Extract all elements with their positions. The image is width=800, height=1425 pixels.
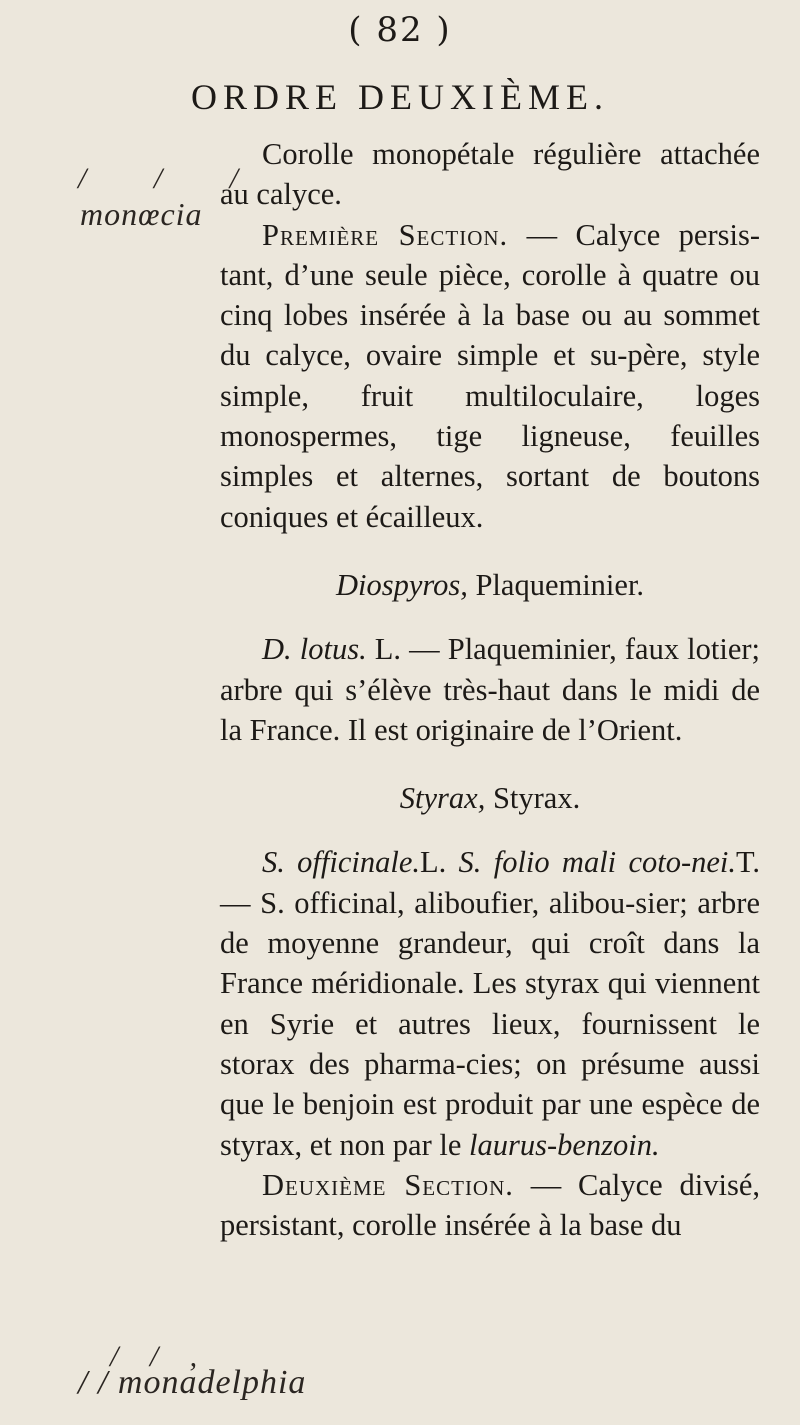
section1-text: — Calyce persis-tant, d’une seule pièce, corolle à quatre ou cinq lobes insérée à la base ou au sommet du calyce, ovaire simple et su-père, style simple, fruit multiloculaire, loges monospermes, tige ligneuse, feuilles simples et alternes, sortant de boutons coniques et écailleux. [220, 217, 760, 534]
species2-latin: S. officinale. [262, 845, 420, 880]
section2-paragraph [220, 1165, 760, 1246]
order-title: ORDRE DEUXIÈME. [191, 77, 609, 117]
genus1-latin: Diospyros, [335, 567, 468, 602]
margin-note-1: / / / [78, 162, 269, 195]
page-number: ( 82 ) [348, 10, 452, 50]
section1-paragraph [220, 215, 760, 537]
section2-text: — Calyce divisé, persistant, corolle insérée à la base du [220, 1167, 760, 1243]
species2-author: L. [420, 845, 447, 880]
genus2-latin: Styrax, [399, 781, 486, 816]
genus2-common: Styrax. [485, 781, 581, 816]
main-text [220, 134, 760, 1245]
species1-paragraph [220, 629, 760, 750]
section2-label: Deuxième Section. [262, 1167, 514, 1202]
species2-text: T. — S. officinal, aliboufier, alibou-sier; arbre de moyenne grandeur, qui croît dans la France méridionale. Les styrax qui viennent en Syrie et autres lieux, fournissent le storax des pharma-cies; on présume aussi que le benjoin est produit par une espèce de styrax, et non par le [220, 845, 761, 1162]
genus2-heading [220, 778, 760, 818]
intro-paragraph: Corolle monopétale régulière attachée au calyce. [220, 137, 760, 212]
margin-note-2: monœcia [80, 196, 203, 232]
margin-note-3: / / , [110, 1340, 210, 1373]
species2-paragraph [220, 842, 760, 1164]
section1-label: Première Section. [262, 217, 509, 252]
species1-latin: D. lotus. [262, 632, 367, 667]
genus1-heading [220, 565, 760, 605]
genus1-common: Plaqueminier. [467, 567, 645, 602]
species2-text-italic: laurus-benzoin. [469, 1127, 660, 1162]
margin-note-4: / / monadelphia [78, 1364, 307, 1401]
species1-text: L. — Plaqueminier, faux lotier; arbre qui s’élève très-haut dans le midi de la France. Il est originaire de l’Orient. [220, 632, 761, 747]
species2-synonym: S. folio mali coto-nei. [446, 845, 737, 880]
